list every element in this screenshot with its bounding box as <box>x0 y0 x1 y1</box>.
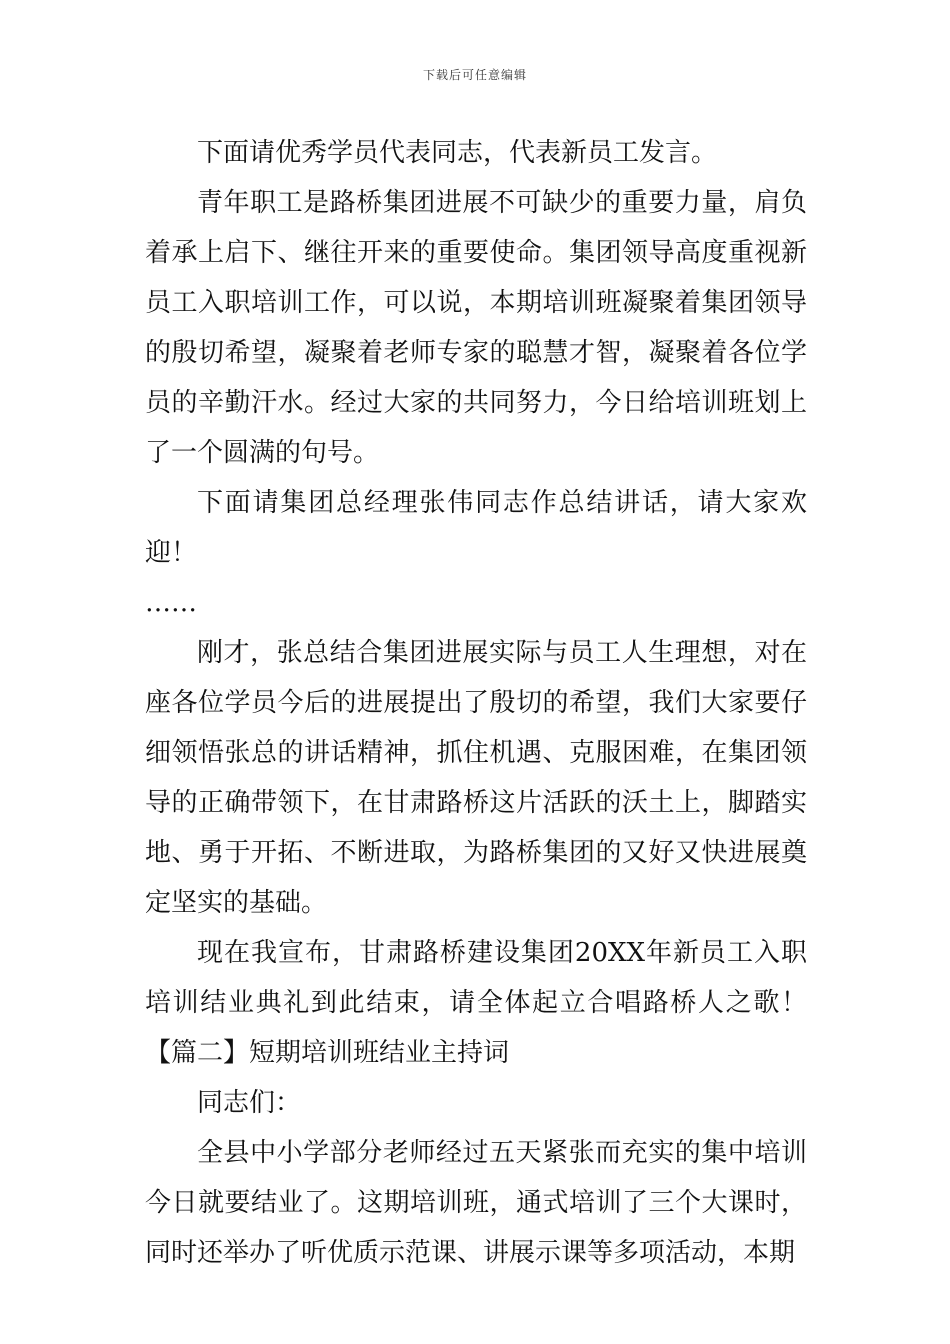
paragraph-greeting: 同志们： <box>197 1088 302 1118</box>
paragraph-closing: 现在我宣布，甘肃路桥建设集团20XX年新员工入职培训结业典礼到此结束，请全体起立合唱路桥人之歌！【篇二】短期培训班结业主持词 <box>145 938 807 1068</box>
document-body <box>145 128 807 1278</box>
paragraph-training: 全县中小学部分老师经过五天紧张而充实的集中培训今日就要结业了。这期培训班，通式培训了三个大课时，同时还举办了听优质示范课、讲展示课等多项活动，本期 <box>145 1138 807 1268</box>
paragraph-ellipsis: …… <box>145 588 197 618</box>
paragraph-gm-speech: 下面请集团总经理张伟同志作总结讲话，请大家欢迎！ <box>145 488 807 568</box>
paragraph-summary: 刚才，张总结合集团进展实际与员工人生理想，对在座各位学员今后的进展提出了殷切的希望，我们大家要仔细领悟张总的讲话精神，抓住机遇、克服困难，在集团领导的正确带领下，在甘肃路桥这片活跃的沃土上，脚踏实地、勇于开拓、不断进取，为路桥集团的又好又快进展奠定坚实的基础。 <box>145 638 807 918</box>
paragraph-student-speech: 下面请优秀学员代表同志，代表新员工发言。 <box>197 138 718 168</box>
paragraph-young-staff: 青年职工是路桥集团进展不可缺少的重要力量，肩负着承上启下、继往开来的重要使命。集团领导高度重视新员工入职培训工作，可以说，本期培训班凝聚着集团领导的殷切希望，凝聚着老师专家的聪慧才智，凝聚着各位学员的辛勤汗水。经过大家的共同努力，今日给培训班划上了一个圆满的句号。 <box>145 188 807 468</box>
page-header: 下载后可任意编辑 <box>422 68 527 82</box>
